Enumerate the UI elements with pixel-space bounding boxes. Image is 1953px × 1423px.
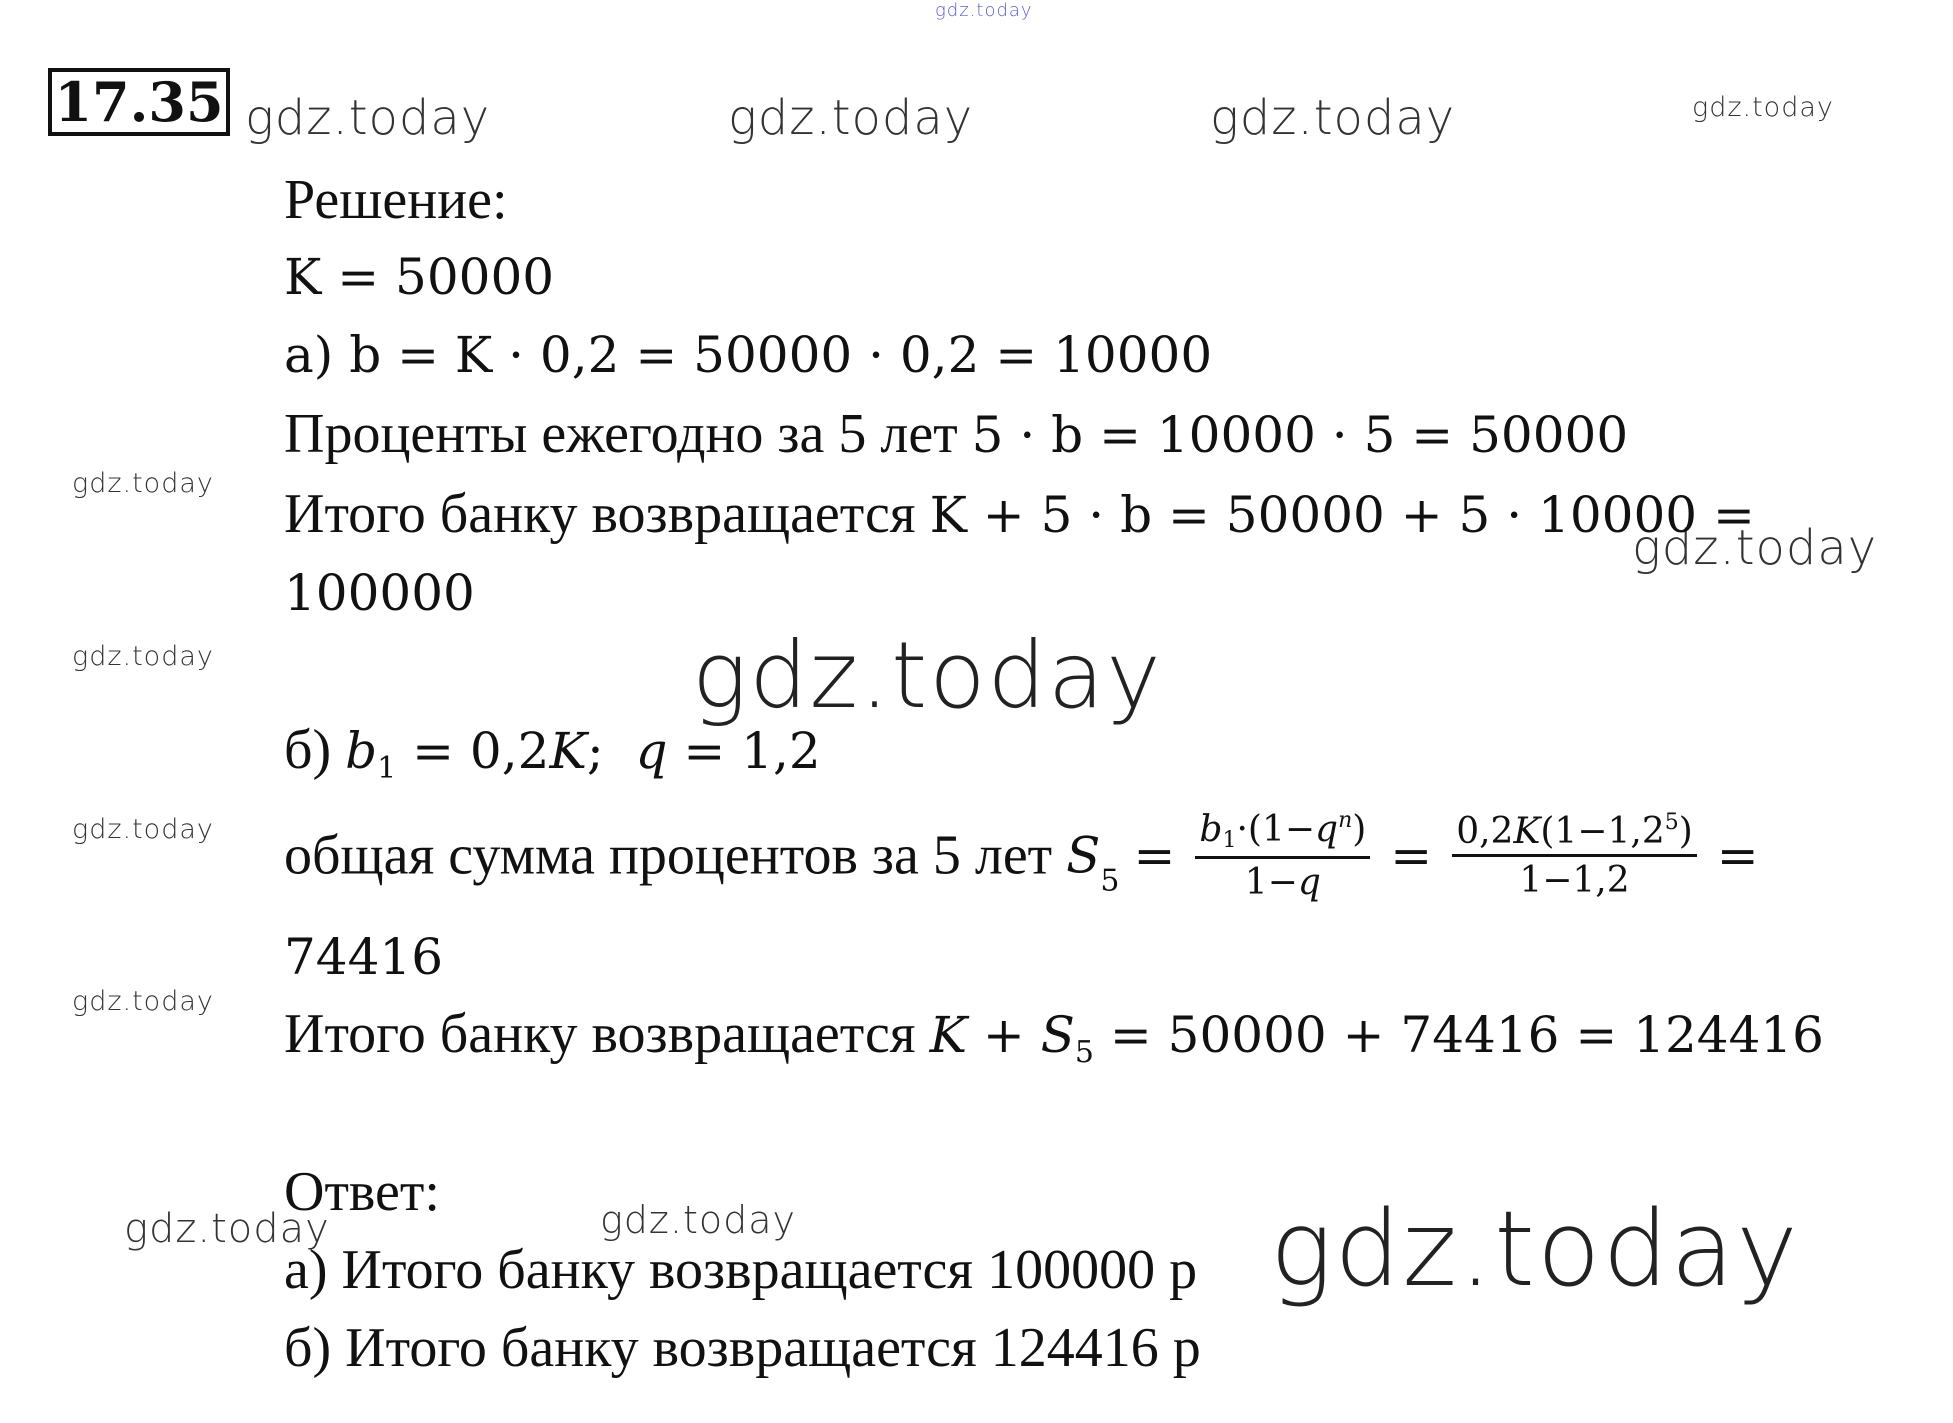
watermark: gdz.today — [72, 641, 214, 672]
watermark: gdz.today — [1270, 1188, 1800, 1310]
part-a-line — [284, 326, 1212, 382]
part-a-total-text: Итого банку возвращается — [284, 483, 916, 545]
watermark: gdz.today — [600, 1198, 796, 1242]
part-b-prefix: б) — [284, 719, 332, 781]
part-b-total-line: Итого банку возвращается $K + S_5 = 50000 + 74416 = 124416$ — [284, 1003, 1824, 1070]
part-a-percent-math: 5 · b = 10000 · 5 = 50000 — [971, 406, 1629, 464]
sum-values-fraction: $\frac{0,2K(1-1,2^5)}{1-1,2}$ — [1452, 812, 1697, 899]
part-a-total-result-line — [284, 564, 475, 620]
part-a-math: а) b = K · 0,2 = 50000 · 0,2 = 10000 — [284, 326, 1213, 384]
part-a-total-line — [284, 483, 1755, 545]
watermark: gdz.today — [72, 468, 214, 499]
watermark: gdz.today — [1210, 90, 1456, 146]
watermark: gdz.today — [692, 622, 1163, 729]
answer-heading: Ответ: — [284, 1161, 440, 1223]
watermark: gdz.today — [935, 0, 1033, 21]
sum-formula-fraction: $\frac{b_1\cdot(1-q^n)}{1-q}$ — [1195, 810, 1370, 901]
watermark: gdz.today — [124, 1206, 330, 1252]
part-a-total-math: K + 5 · b = 50000 + 5 · 10000 = — [929, 486, 1755, 544]
part-a-total-result: 100000 — [284, 564, 475, 622]
part-b-sum-result-line — [284, 928, 443, 984]
watermark: gdz.today — [245, 90, 491, 146]
part-a-percent-line — [284, 403, 1629, 465]
part-a-percent-text: Проценты ежегодно за 5 лет — [284, 403, 958, 465]
watermark: gdz.today — [1632, 520, 1878, 576]
part-b-line: б) $b_1 = 0,2K$; q = 1,2 — [284, 719, 821, 786]
part-b-sum-line: общая сумма процентов за 5 лет $S_5$ = $\frac{b_1\cdot(1-q^n)}{1-q}$ = $\frac{0,2K(1-1,2^5)}{1-1,2}$ = — [284, 808, 1759, 903]
watermark: gdz.today — [728, 90, 974, 146]
watermark: gdz.today — [1692, 92, 1834, 123]
k-value-line — [284, 248, 554, 304]
watermark: gdz.today — [72, 986, 214, 1017]
k-value: K = 50000 — [284, 248, 555, 306]
answer-a: а) Итого банку возвращается 100000 р — [284, 1239, 1198, 1301]
part-b-sum-text: общая сумма процентов за 5 лет — [284, 824, 1053, 887]
part-b-total-text: Итого банку возвращается — [284, 1003, 916, 1065]
watermark: gdz.today — [72, 814, 214, 845]
part-b-sum-result: 74416 — [284, 928, 444, 986]
problem-number: 17.35 — [48, 68, 230, 136]
answer-b: б) Итого банку возвращается 124416 р — [284, 1317, 1201, 1379]
solution-heading: Решение: — [284, 169, 508, 231]
